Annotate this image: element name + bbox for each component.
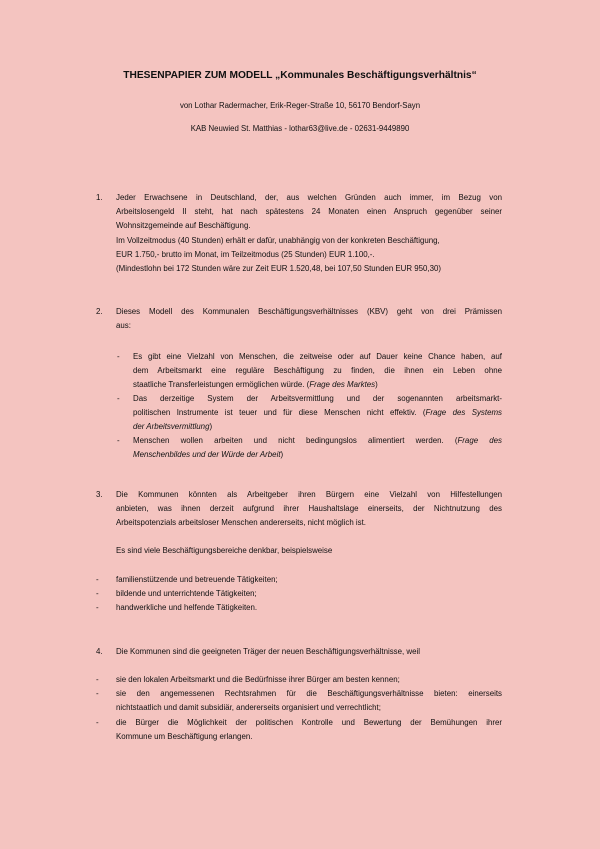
premise-text: Menschen wollen arbeiten und nicht bedingungslos alimentiert werden. ( [133, 436, 458, 445]
premise-1 [133, 350, 502, 393]
section-1-line: (Mindestlohn bei 172 Stunden wäre zur Zeit EUR 1.520,48, bei 107,50 Stunden EUR 950,30) [116, 264, 442, 274]
section-1-line: Jeder Erwachsene in Deutschland, der, aus welchen Gründen auch immer, im Bezug von [116, 193, 502, 202]
bullet-dash: - [117, 352, 120, 361]
premise-text: ) [280, 450, 284, 460]
bullet-dash: - [117, 394, 120, 403]
contact-line: KAB Neuwied St. Matthias - lothar63@live.de - 02631-9449890 [190, 124, 410, 133]
section-3-examples-intro: Es sind viele Beschäftigungsbereiche denkbar, beispielsweise [116, 546, 333, 555]
bullet-dash: - [96, 718, 99, 727]
section-2-number: 2. [96, 307, 103, 316]
reason-line: sie den angemessenen Rechtsrahmen für die Beschäftigungsverhältnisse bieten: einerseits [116, 689, 502, 698]
premise-text: politischen Instrumente ist teuer und für diese Menschen nicht effektiv. ( [133, 408, 426, 418]
section-3-text [116, 488, 502, 531]
premise-text: staatliche Transferleistungen ermöglichen würde. ( [133, 380, 310, 390]
section-4-intro: Die Kommunen sind die geeigneten Träger der neuen Beschäftigungsverhältnisse, weil [116, 647, 420, 656]
section-1-text [116, 191, 502, 276]
section-2-line: aus: [116, 321, 131, 331]
section-1-line: Arbeitslosengeld II steht, hat nach spätestens 24 Monaten einen Anspruch gegenüber seiner [116, 207, 502, 217]
document-title: THESENPAPIER ZUM MODELL „Kommunales Beschäftigungsverhältnis“ [123, 70, 477, 81]
reason-item [116, 687, 502, 715]
premise-emphasis: Frage des [457, 436, 502, 445]
premise-line [133, 434, 502, 448]
bullet-dash: - [96, 675, 99, 684]
reason-line: nichtstaatlich und damit subsidiär, andererseits organisiert und verrechtlicht; [116, 703, 381, 713]
section-1-line: Im Vollzeitmodus (40 Stunden) erhält er dafür, unabhängig von der konkreten Beschäftigung, [116, 235, 440, 245]
premise-2 [133, 392, 502, 435]
employment-area-item: handwerkliche und helfende Tätigkeiten. [116, 603, 258, 612]
premise-text: ) [209, 422, 213, 432]
bullet-dash: - [96, 603, 99, 612]
section-2-line: Dieses Modell des Kommunalen Beschäftigungsverhältnisses (KBV) geht von drei Prämissen [116, 307, 502, 316]
section-4-number: 4. [96, 647, 103, 656]
premise-3 [133, 434, 502, 462]
premise-emphasis: der Arbeitsvermittlung [133, 422, 210, 432]
premise-line [133, 420, 502, 434]
section-2-intro [116, 305, 502, 333]
employment-area-item: familienstützende und betreuende Tätigkeiten; [116, 575, 278, 584]
author-line: von Lothar Radermacher, Erik-Reger-Straße 10, 56170 Bendorf-Sayn [179, 101, 421, 110]
premise-emphasis: Frage des Marktes [309, 380, 376, 390]
premise-line: dem Arbeitsmarkt eine reguläre Beschäftigung zu finden, die ihnen ein Leben ohne [133, 366, 502, 376]
bullet-dash: - [96, 589, 99, 598]
bullet-dash: - [96, 689, 99, 698]
premise-line: Das derzeitige System der Arbeitsvermittlung und der sogenannten arbeitsmarkt- [133, 394, 502, 403]
premise-line [133, 406, 502, 420]
section-3-line: Arbeitspotenzials arbeitsloser Menschen andererseits, nicht möglich ist. [116, 518, 366, 528]
reason-item: sie den lokalen Arbeitsmarkt und die Bedürfnisse ihrer Bürger am besten kennen; [116, 675, 400, 684]
premise-emphasis: Frage des Systems [425, 408, 502, 418]
premise-line [133, 378, 502, 392]
premise-line [133, 448, 502, 462]
bullet-dash: - [117, 436, 120, 445]
section-1-number: 1. [96, 193, 103, 202]
premise-emphasis: Menschenbildes und der Würde der Arbeit [133, 450, 281, 460]
section-3-number: 3. [96, 490, 103, 499]
reason-item [116, 716, 502, 744]
reason-line: die Bürger die Möglichkeit der politischen Kontrolle und Bewertung der Bemühungen ihrer [116, 718, 502, 727]
premise-text: ) [375, 380, 378, 390]
reason-line: Kommune um Beschäftigung erlangen. [116, 732, 253, 742]
section-1-line: EUR 1.750,- brutto im Monat, im Teilzeitmodus (25 Stunden) EUR 1.100,-. [116, 249, 375, 259]
section-3-line: Die Kommunen könnten als Arbeitgeber ihren Bürgern eine Vielzahl von Hilfestellungen [116, 490, 502, 499]
section-1-line: Wohnsitzgemeinde auf Beschäftigung. [116, 221, 251, 231]
bullet-dash: - [96, 575, 99, 584]
premise-line: Es gibt eine Vielzahl von Menschen, die zeitweise oder auf Dauer keine Chance haben, auf [133, 352, 502, 361]
employment-area-item: bildende und unterrichtende Tätigkeiten; [116, 589, 257, 598]
section-3-line: anbieten, was ihnen derzeit aufgrund ihrer Haushaltslage einerseits, der Nichtnutzung des [116, 504, 502, 514]
